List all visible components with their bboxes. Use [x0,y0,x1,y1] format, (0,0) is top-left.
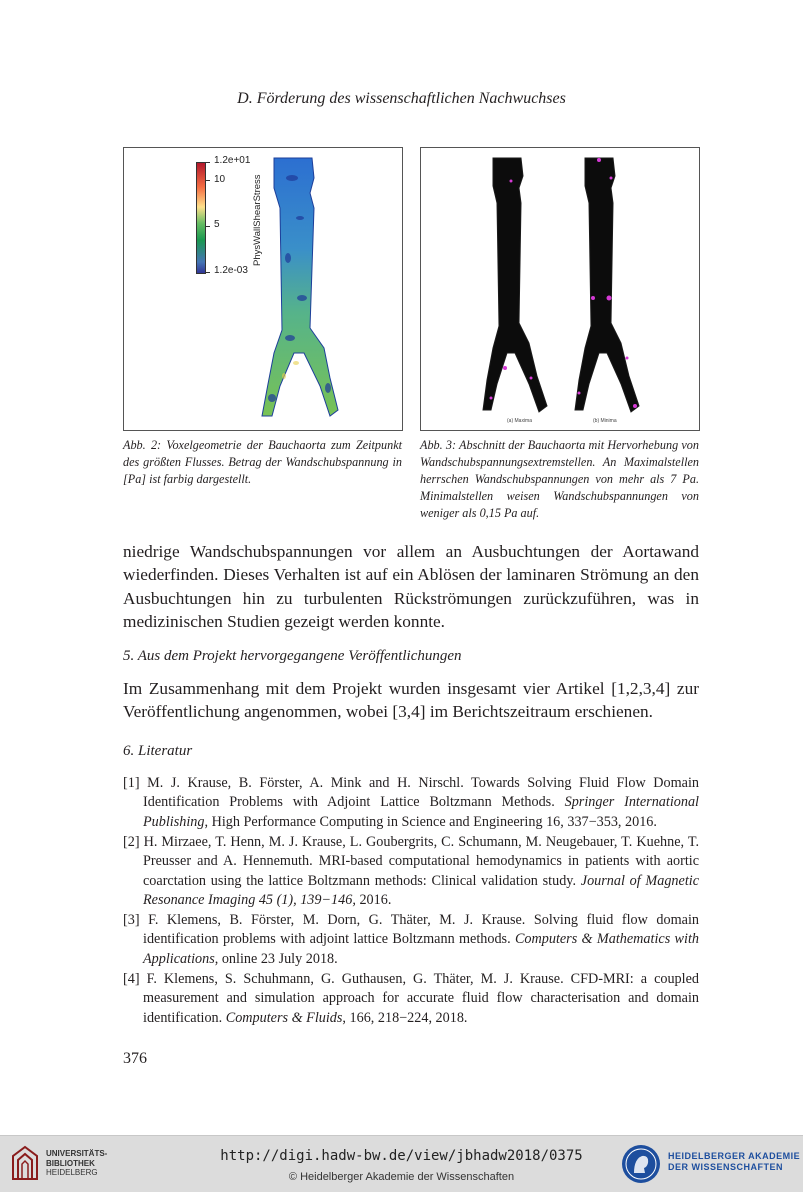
colorbar-tick [205,272,210,273]
body-paragraph-1: niedrige Wandschubspannungen vor allem an Ausbuchtungen der Aortawand wiederfinden. Dieses Verhalten ist auf ein Ablösen der laminaren Strömung an den Ausbuchtungen hin zu turbulenten Rückströmungen zurückzuführen, was in medizinischen Studien gezeigt werden konnte. [123,542,699,631]
aorta-wss-render [124,148,402,430]
subfigure-b-label: (b) Minima [593,418,617,424]
colorbar-tick-5: 5 [214,219,220,230]
colorbar-max-label: 1.2e+01 [214,155,251,166]
figure-3-caption: Abb. 3: Abschnitt der Bauchaorta mit Hervorhebung von Wandschubspannungsextremstellen. An Maximalstellen herrschen Wandschubspannungen von mehr als 7 Pa. Minimalstellen weisen Wandschubspannungen von weniger als 0,15 Pa auf. [420,438,699,520]
section-6-heading: 6. Literatur [123,743,193,759]
figure-2 [123,147,403,431]
figure-2-caption: Abb. 2: Voxelgeometrie der Bauchaorta zum Zeitpunkt des größten Flusses. Betrag der Wandschubspannung in [Pa] ist farbig dargestellt. [123,438,402,486]
body-paragraph-2: Im Zusammenhang mit dem Projekt wurden insgesamt vier Artikel [1,2,3,4] zur Veröffentlichung angenommen, wobei [3,4] im Berichtszeitraum erschienen. [123,679,699,722]
colorbar [196,162,206,274]
academy-seal-icon[interactable] [620,1143,662,1185]
academy-name: HEIDELBERGER AKADEMIE DER WISSENSCHAFTEN [668,1151,801,1172]
colorbar-tick [205,162,210,163]
colorbar-tick [205,180,210,181]
colorbar-tick [205,226,210,227]
page-number: 376 [123,1050,147,1067]
colorbar-tick-10: 10 [214,174,226,185]
reference-3: [3] F. Klemens, B. Förster, M. Dorn, G. Thäter, M. J. Krause. Solving fluid flow domain identification problems with adjoint lattice Boltzmann methods. Computers & Mathematics with Applications, online 23 July 2018. [123,912,699,967]
subfigure-a-label: (a) Maxima [507,418,533,424]
reference-4: [4] F. Klemens, S. Schuhmann, G. Guthausen, G. Thäter, M. J. Krause. CFD-MRI: a coupled measurement and simulation approach for accurate fluid flow characterisation and domain identification. Computers & Fluids, 166, 218−224, 2018. [123,971,699,1026]
document-url-link[interactable]: http://digi.hadw-bw.de/view/jbhadw2018/0375 [220,1148,583,1164]
viewer-footer [0,1135,803,1192]
colorbar-title: PhysWallShearStress [252,174,263,266]
reference-1: [1] M. J. Krause, B. Förster, A. Mink and H. Nirschl. Towards Solving Fluid Flow Domain Identification Problems with Adjoint Lattice Boltzmann Methods. Springer International Publishing, High Performance Computing in Science and Engineering 16, 337−353, 2016. [123,775,699,830]
reference-2: [2] H. Mirzaee, T. Henn, M. J. Krause, L. Goubergrits, C. Schumann, M. Neugebauer, T. Kuehne, T. Preusser and A. Hennemuth. MRI-based computational hemodynamics in patients with aortic coarctation using the lattice Boltzmann methods: Clinical validation study. Journal of Magnetic Resonance Imaging 45 (1), 139−146, 2016. [123,834,700,909]
running-head: D. Förderung des wissenschaftlichen Nachwuchses [237,90,566,107]
figure-3 [420,147,700,431]
aorta-extrema-render [421,148,699,430]
copyright-notice: © Heidelberger Akademie der Wissenschaften [288,1171,515,1183]
section-5-heading: 5. Aus dem Projekt hervorgegangene Veröffentlichungen [123,648,462,664]
colorbar-min-label: 1.2e-03 [214,265,248,276]
university-library-name: UNIVERSITÄTS- BIBLIOTHEK HEIDELBERG [46,1149,108,1177]
